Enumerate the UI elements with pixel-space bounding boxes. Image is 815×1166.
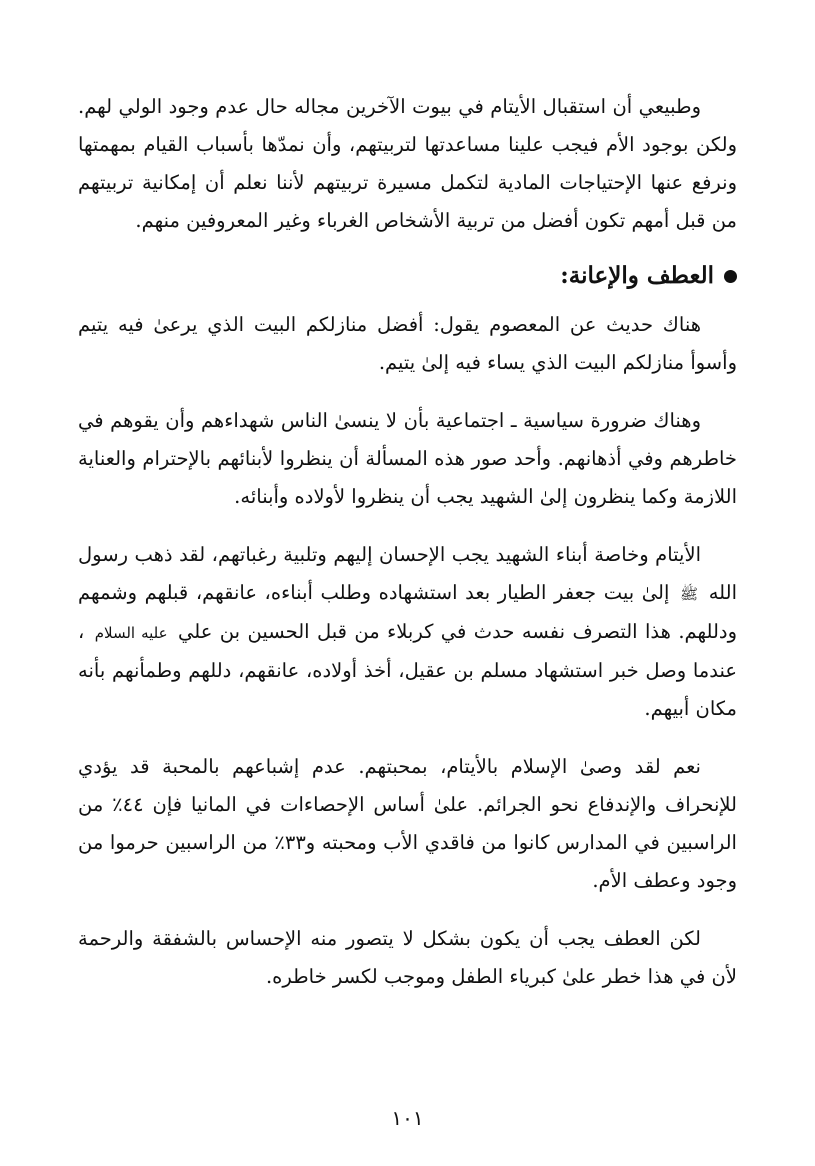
section-heading (78, 256, 737, 296)
honorific-prophet: ﷺ (679, 585, 699, 603)
paragraph-hadith: هناك حديث عن المعصوم يقول: أفضل منازلكم البيت الذي يرعىٰ فيه يتيم وأسوأ منازلكم البيت الذي يساء فيه إلىٰ يتيم. (78, 313, 737, 374)
paragraph-martyrs: وهناك ضرورة سياسية ـ اجتماعية بأن لا ينسىٰ الناس شهداءهم وأن يقوهم في خاطرهم وفي أذهانهم. وأحد صور هذه المسألة أن ينظروا لأبنائهم بالإحترام والعناية اللازمة وكما ينظرون إلىٰ الشهيد يجب أن ينظروا لأولاده وأبنائه. (78, 409, 737, 508)
paragraph-orphans-mother: وطبيعي أن استقبال الأيتام في بيوت الآخرين مجاله حال عدم وجود الولي لهم. ولكن بوجود الأم فيجب علينا مساعدتها لتربيتهم، وأن نمدّها بأسباب القيام بمهمتها ونرفع عنها الإحتياجات المادية لتكمل مسيرة تربيتهم لأننا نعلم أن إمكانية تربيتهم من قبل أمهم تكون أفضل من تربية الأشخاص الغرباء وغير المعروفين منهم. (78, 95, 737, 232)
section-heading-text: العطف والإعانة: (560, 262, 714, 289)
paragraph-martyrs-children (78, 536, 737, 728)
paragraph-compassion: لكن العطف يجب أن يكون بشكل لا يتصور منه الإحساس بالشفقة والرحمة لأن في هذا خطر علىٰ كبرياء الطفل وموجب لكسر خاطره. (78, 927, 737, 988)
bullet-icon (724, 270, 737, 283)
paragraph-statistics: نعم لقد وصىٰ الإسلام بالأيتام، بمحبتهم. عدم إشباعهم بالمحبة قد يؤدي للإنحراف والإندفاع نحو الجرائم. علىٰ أساس الإحصاءات في المانيا فإن ٤٤٪ من الراسبين في المدارس كانوا من فاقدي الأب ومحبته و٣٣٪ من الراسبين حرموا من وجود وعطف الأم. (78, 755, 737, 892)
paragraph-part-1: الأيتام وخاصة أبناء الشهيد يجب الإحسان إليهم وتلبية رغباتهم، لقد ذهب رسول الله (78, 543, 737, 604)
page-number: ١٠١ (391, 1106, 424, 1130)
paragraph-part-2: إلىٰ بيت جعفر الطيار بعد استشهاده وطلب أبناءه، عانقهم، قبلهم وشمهم ودللهم. هذا التصرف نفسه حدث في كربلاء من قبل الحسين بن علي (78, 581, 738, 643)
page-body (78, 88, 737, 1166)
paragraph-part-3: ، عندما وصل خبر استشهاد مسلم بن عقيل، أخذ أولاده، عانقهم، دللهم وطمأنهم بأنه مكان أبيهم. (78, 620, 737, 720)
honorific-imam: عليه السلام (94, 624, 168, 642)
